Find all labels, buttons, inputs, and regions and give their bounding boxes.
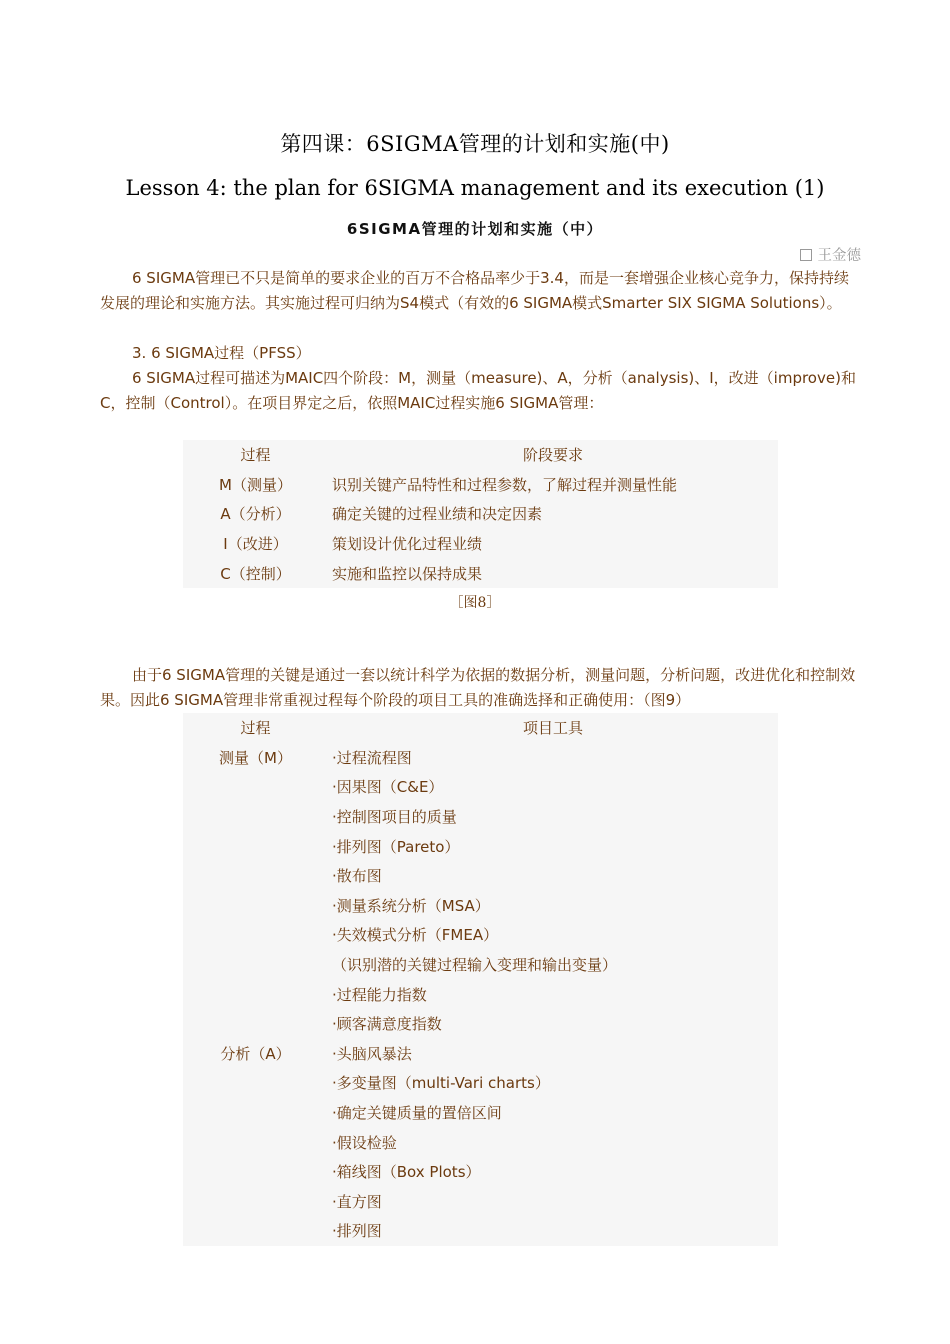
table-cell: ·因果图（C&E） (332, 778, 444, 797)
paragraph-maic: 6 SIGMA过程可描述为MAIC四个阶段：M，测量（measure)、A，分析（analysis)、I，改进（improve)和C，控制（Control）。在项目界定之后，依照MAIC过程实施6 SIGMA管理： (100, 369, 856, 412)
table-cell: ·散布图 (332, 867, 382, 886)
table-row (183, 920, 778, 950)
table-cell: 测量（M） (219, 748, 292, 767)
checkbox-icon (800, 249, 812, 261)
table-row (183, 529, 778, 559)
table-row (183, 743, 778, 773)
table-header-row (183, 440, 778, 470)
table-row (183, 1009, 778, 1039)
table-cell: C（控制） (220, 564, 291, 583)
table-row (183, 470, 778, 500)
stage-requirements-table (183, 440, 778, 588)
table-row (183, 1068, 778, 1098)
table-row (183, 1216, 778, 1246)
table-cell: ·控制图项目的质量 (332, 808, 457, 827)
table-cell: （识别潜的关键过程输入变理和输出变量） (332, 956, 618, 975)
paragraph-tools: 由于6 SIGMA管理的关键是通过一套以统计科学为依据的数据分析，测量问题，分析问题，改进优化和控制效果。因此6 SIGMA管理非常重视过程每个阶段的项目工具的准确选择和正确使用：（图9） (100, 666, 856, 709)
table-header-row (183, 713, 778, 743)
table-row (183, 1187, 778, 1217)
table-cell: ·顾客满意度指数 (332, 1015, 442, 1034)
table-row (183, 499, 778, 529)
table-row (183, 1098, 778, 1128)
table-cell: ·假设检验 (332, 1133, 397, 1152)
table-cell: ·直方图 (332, 1192, 382, 1211)
table-cell: 策划设计优化过程业绩 (332, 535, 483, 554)
table-cell: ·测量系统分析（MSA） (332, 896, 490, 915)
table-cell: ·排列图 (332, 1222, 382, 1241)
table-header-process: 过程 (240, 446, 271, 465)
table-header-process: 过程 (240, 719, 271, 738)
table-row (183, 1039, 778, 1069)
table-cell: 识别关键产品特性和过程参数，了解过程并测量性能 (332, 475, 678, 494)
table-cell: ·确定关键质量的置倍区间 (332, 1104, 502, 1123)
page-title-cn: 第四课：6SIGMA管理的计划和实施(中) (280, 132, 670, 156)
table-row (183, 950, 778, 980)
table-row (183, 1127, 778, 1157)
table-cell: M（测量） (219, 475, 292, 494)
table-header-tools: 项目工具 (522, 719, 583, 738)
table-cell: ·多变量图（multi-Vari charts） (332, 1074, 550, 1093)
table-cell: ·失效模式分析（FMEA） (332, 926, 499, 945)
table-header-requirements: 阶段要求 (522, 446, 583, 465)
paragraph-intro: 6 SIGMA管理已不只是简单的要求企业的百万不合格品率少于3.4，而是一套增强企业核心竞争力，保持持续发展的理论和实施方法。其实施过程可归纳为S4模式（有效的6 SIGMA模式Smarter SIX SIGMA Solutions）。 (100, 269, 849, 312)
table-row (183, 558, 778, 588)
table-row (183, 861, 778, 891)
table-row (183, 772, 778, 802)
author-line (800, 244, 862, 265)
table-cell: ·箱线图（Box Plots） (332, 1163, 481, 1182)
project-tools-table (183, 713, 778, 1246)
table-cell: ·过程能力指数 (332, 985, 427, 1004)
table-cell: ·过程流程图 (332, 748, 412, 767)
table-cell: I（改进） (223, 535, 288, 554)
table-row (183, 979, 778, 1009)
article-subtitle: 6SIGMA管理的计划和实施（中） (346, 220, 604, 238)
paragraph-section-heading: 3. 6 SIGMA过程（PFSS） (132, 344, 311, 362)
table-cell: 实施和监控以保持成果 (332, 564, 483, 583)
table-row (183, 802, 778, 832)
page-title-en: Lesson 4: the plan for 6SIGMA management and its execution (1) (125, 176, 825, 200)
figure-caption: ［图8］ (449, 595, 501, 611)
table-cell: 确定关键的过程业绩和决定因素 (332, 505, 543, 524)
table-cell: A（分析） (220, 505, 291, 524)
table-cell: ·头脑风暴法 (332, 1044, 412, 1063)
author-name: 王金德 (817, 248, 861, 264)
table-cell: 分析（A） (220, 1044, 291, 1063)
table-cell: ·排列图（Pareto） (332, 837, 460, 856)
table-row (183, 1157, 778, 1187)
table-row (183, 891, 778, 921)
table-row (183, 831, 778, 861)
